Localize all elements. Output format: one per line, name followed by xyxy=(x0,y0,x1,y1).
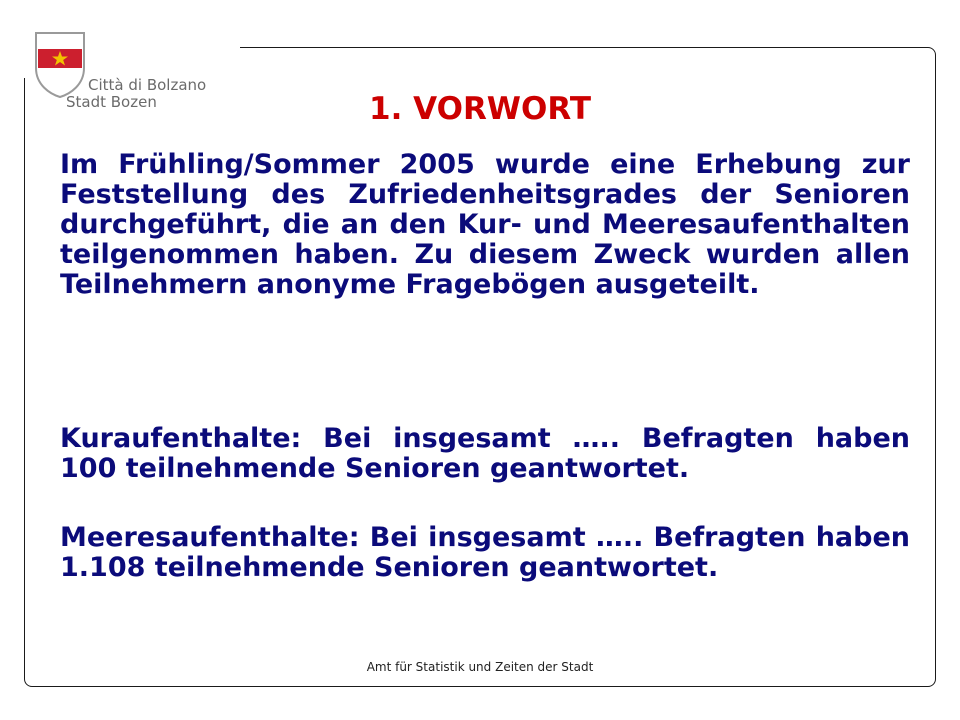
city-name-italian: Città di Bolzano xyxy=(88,76,207,94)
intro-paragraph: Im Frühling/Sommer 2005 wurde eine Erhebung zur Feststellung des Zufriedenheitsgrades der Senioren durchgeführt, die an den Kur- und Meeresaufenthalten teilgenommen haben. Zu diesem Zweck wurden allen Teilnehmern anonyme Fragebögen ausgeteilt. xyxy=(60,149,910,300)
spa-stays-paragraph: Kuraufenthalte: Bei insgesamt ….. Befragten haben 100 teilnehmende Senioren geantwortet. xyxy=(60,423,910,484)
seaside-stays-paragraph: Meeresaufenthalte: Bei insgesamt ….. Befragten haben 1.108 teilnehmende Senioren geantwortet. xyxy=(60,522,910,583)
city-name-german: Stadt Bozen xyxy=(66,93,157,111)
slide-title: 1. VORWORT xyxy=(369,91,591,127)
footer-text: Amt für Statistik und Zeiten der Stadt xyxy=(366,660,594,674)
slide-frame xyxy=(24,47,936,687)
